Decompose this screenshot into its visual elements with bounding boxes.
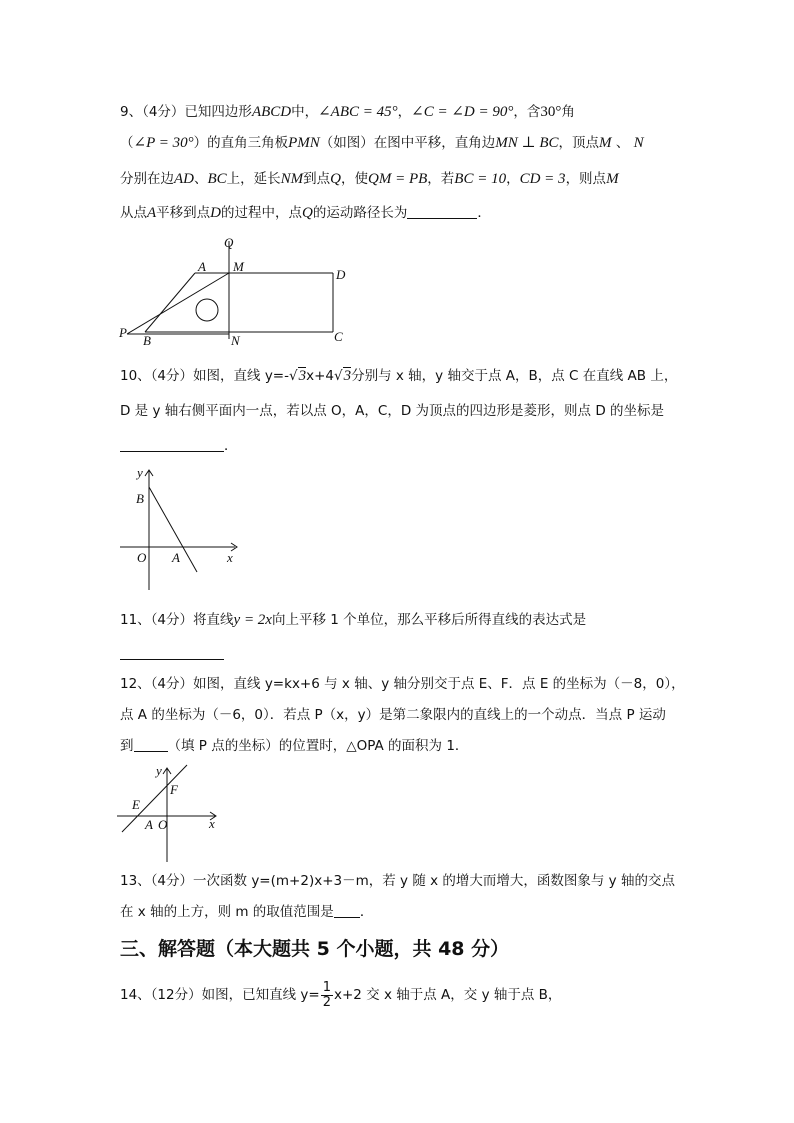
label-x: x — [209, 816, 215, 831]
label-y: y — [137, 465, 143, 480]
label-x: x — [227, 550, 233, 565]
sqrt-symbol: √ — [334, 368, 343, 384]
label-d: D — [336, 267, 346, 282]
edge-ab — [145, 273, 195, 332]
sqrt-symbol: √ — [289, 368, 298, 384]
label-o: O — [158, 817, 168, 832]
label-n: N — [231, 333, 240, 348]
section-heading: 三、解答题（本大题共 5 个小题，共 48 分） — [120, 938, 510, 960]
q10-line-1: 10、（4分）如图，直线 y=-√3x+4√3分别与 x 轴，y 轴交于点 A，B，点 C 在直线 AB 上， — [120, 368, 678, 384]
answer-blank — [120, 437, 224, 452]
label-a: A — [145, 817, 153, 832]
angle-c-d: ∠C = ∠D = 90° — [411, 104, 514, 120]
label-p: P — [119, 325, 127, 340]
answer-blank — [334, 903, 360, 918]
label-m: M — [233, 259, 244, 274]
label-a: A — [198, 259, 206, 274]
label-c: C — [334, 329, 343, 344]
q10-figure — [115, 462, 245, 592]
q13-line-1: 13、（4分）一次函数 y=(m+2)x+3－m，若 y 随 x 的增大而增大，函数图象与 y 轴的交点 — [120, 873, 675, 889]
q10-line-3: ． — [120, 436, 238, 456]
q13-line-2: 在 x 轴的上方，则 m 的取值范围是 ． — [120, 904, 374, 920]
label-e: E — [132, 797, 140, 812]
label-b: B — [136, 491, 144, 506]
label-a: A — [172, 550, 180, 565]
q11-line-1: 11、（4分）将直线y = 2x向上平移 1 个单位，那么平移后所得直线的表达式是 — [120, 612, 587, 628]
q9-figure — [115, 233, 355, 351]
q9-line-4: 从点A平移到点D的过程中，点Q的运动路径长为 ． — [120, 205, 491, 221]
label-b: B — [143, 333, 151, 348]
edge-pm — [127, 273, 229, 334]
label-y: y — [156, 763, 162, 778]
answer-blank — [134, 737, 168, 752]
label-q: Q — [224, 235, 234, 250]
q12-line-3: 到 （填 P 点的坐标）的位置时，△OPA 的面积为 1． — [120, 738, 469, 754]
answer-blank — [120, 645, 224, 660]
q14-line-1: 14、（12分）如图，已知直线 y= $\frac{1}{2}$ x+2 交 x 轴于点 A，交 y 轴于点 B， — [120, 979, 562, 1010]
label-f: F — [170, 782, 178, 797]
q10-line-2: D 是 y 轴右侧平面内一点，若以点 O，A，C，D 为顶点的四边形是菱形，则点 D 的坐标是 — [120, 403, 665, 419]
q12-line-1: 12、（4分）如图，直线 y=kx+6 与 x 轴、y 轴分别交于点 E、F．点 E 的坐标为（－8，0）， — [120, 676, 685, 692]
angle-abc: ∠ABC = 45° — [318, 104, 398, 120]
q11-line-2 — [120, 644, 224, 664]
answer-blank — [407, 204, 477, 219]
label-o: O — [137, 550, 147, 565]
q12-figure — [115, 762, 225, 864]
q9-line-2: （∠P = 30°）的直角三角板PMN（如图）在图中平移，直角边MN ⊥ BC，顶点M 、 N — [120, 135, 644, 151]
circle-shape — [196, 299, 218, 321]
q9-line-3: 分别在边AD、BC上，延长NM到点Q，使QM = PB，若BC = 10，CD = 3，则点M — [120, 171, 619, 187]
q12-line-2: 点 A 的坐标为（－6，0）．若点 P（x，y）是第二象限内的直线上的一个动点．当点 P 运动 — [120, 707, 666, 723]
fraction-one-half: $\frac{1}{2}$ — [322, 979, 331, 1010]
q9-line-1: 9、（4分）已知四边形ABCD中，∠ABC = 45°，∠C = ∠D = 90°，含30°角 — [120, 104, 575, 120]
